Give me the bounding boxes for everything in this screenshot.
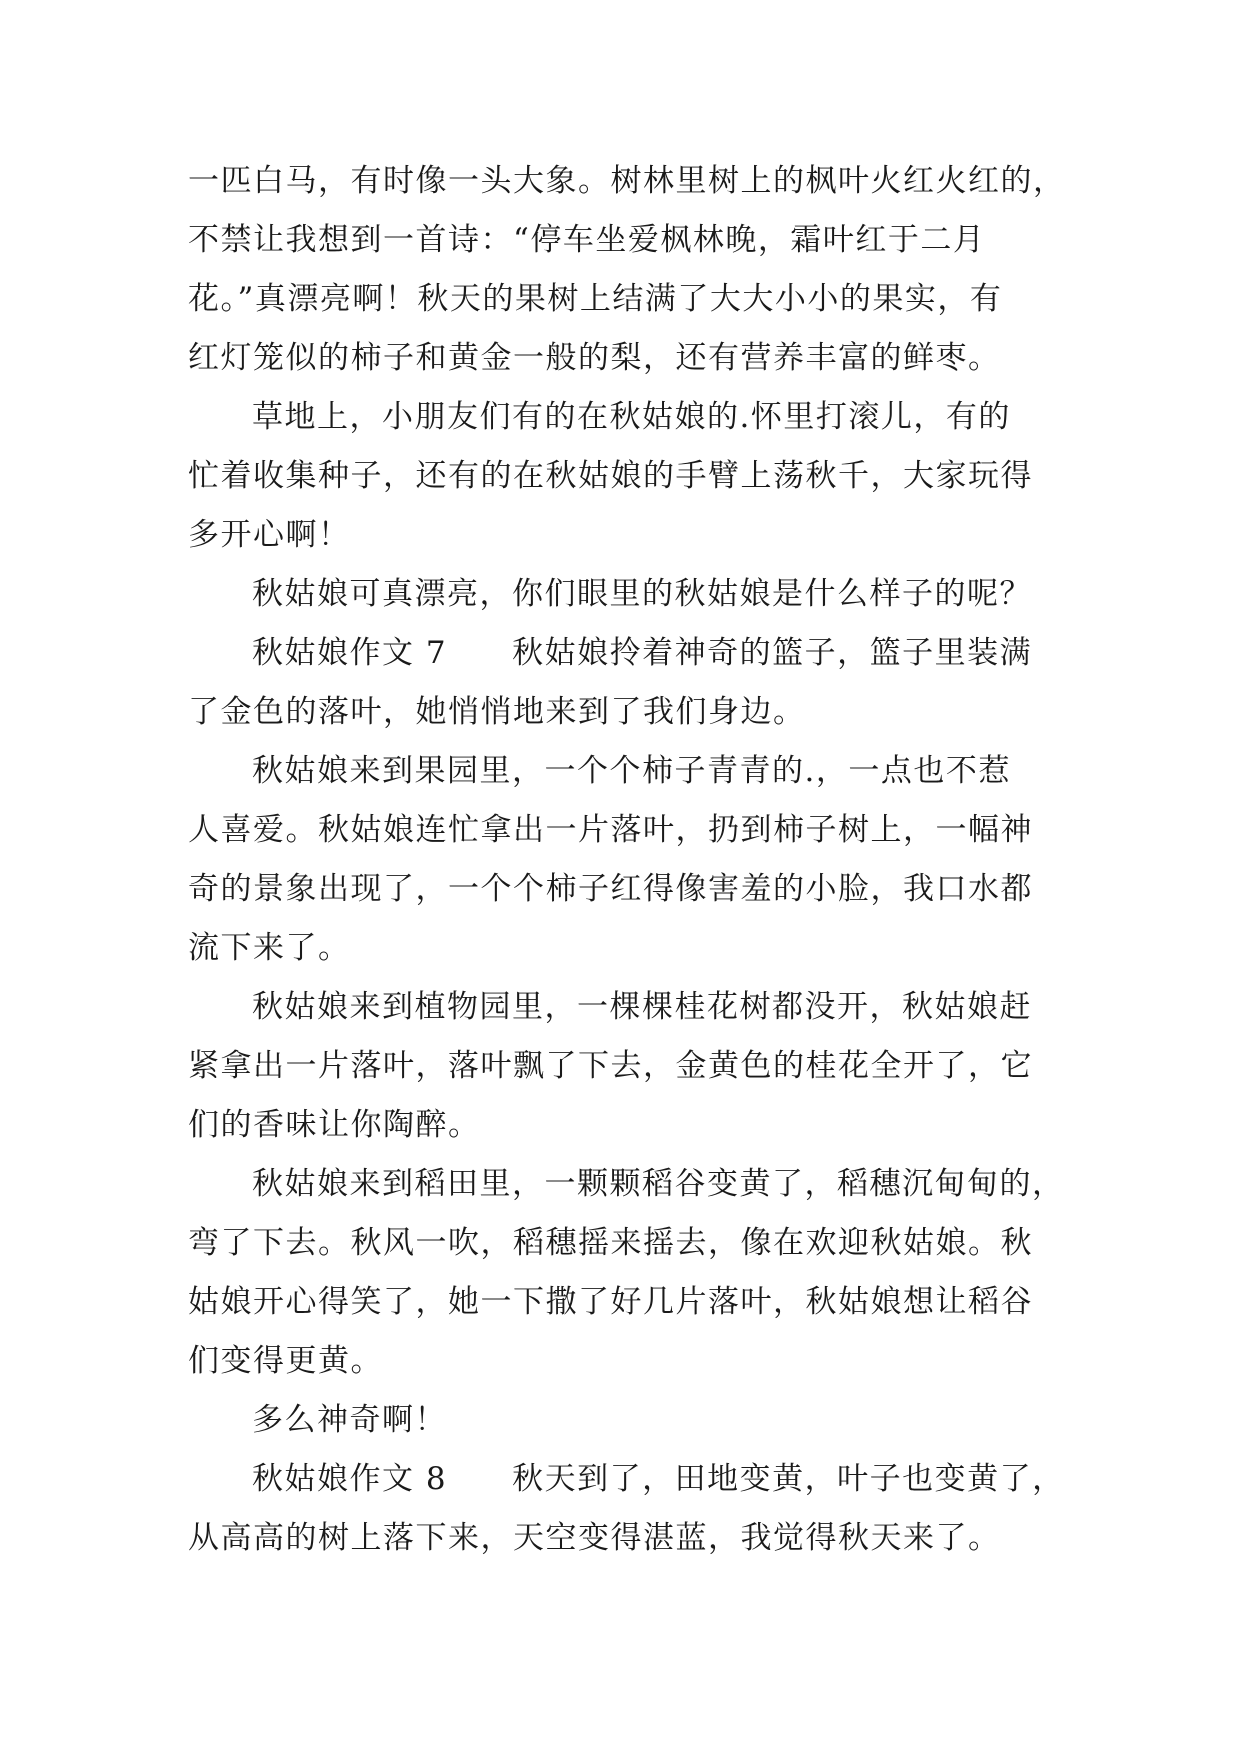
text-line: 草地上，小朋友们有的在秋姑娘的.怀里打滚儿，有的	[252, 399, 1011, 435]
text-line: 人喜爱。秋姑娘连忙拿出一片落叶，扔到柿子树上，一幅神	[188, 812, 1033, 848]
text-line: 秋姑娘来到植物园里，一棵棵桂花树都没开，秋姑娘赶	[252, 989, 1032, 1025]
text-line: 们的香味让你陶醉。	[188, 1107, 481, 1143]
text-line: 从高高的树上落下来，天空变得湛蓝，我觉得秋天来了。	[188, 1520, 1001, 1556]
text-line: 花。”真漂亮啊！秋天的果树上结满了大大小小的果实，有	[188, 281, 1003, 317]
text-line: 秋姑娘来到稻田里，一颗颗稻谷变黄了，稻穗沉甸甸的，	[252, 1166, 1065, 1202]
text-line: 紧拿出一片落叶，落叶飘了下去，金黄色的桂花全开了，它	[188, 1048, 1033, 1084]
text-line: 弯了下去。秋风一吹，稻穗摇来摇去，像在欢迎秋姑娘。秋	[188, 1225, 1033, 1261]
text-line: 多么神奇啊！	[252, 1402, 447, 1438]
text-line: 们变得更黄。	[188, 1343, 383, 1379]
text-line: 红灯笼似的柿子和黄金一般的梨，还有营养丰富的鲜枣。	[188, 340, 1001, 376]
text-line: 了金色的落叶，她悄悄地来到了我们身边。	[188, 694, 806, 730]
text-line: 不禁让我想到一首诗：“停车坐爱枫林晚，霜叶红于二月	[188, 222, 986, 258]
text-line: 忙着收集种子，还有的在秋姑娘的手臂上荡秋千，大家玩得	[188, 458, 1033, 494]
text-line: 秋姑娘作文 7 秋姑娘拎着神奇的篮子，篮子里装满	[252, 635, 1033, 671]
text-line: 秋姑娘来到果园里，一个个柿子青青的.，一点也不惹	[252, 753, 1011, 789]
text-line: 流下来了。	[188, 930, 351, 966]
text-line: 秋姑娘可真漂亮，你们眼里的秋姑娘是什么样子的呢？	[252, 576, 1032, 612]
text-line: 一匹白马，有时像一头大象。树林里树上的枫叶火红火红的，	[188, 163, 1066, 199]
text-line: 秋姑娘作文 8 秋天到了，田地变黄，叶子也变黄了，	[252, 1461, 1065, 1497]
document-body	[188, 152, 1066, 1568]
text-line: 多开心啊！	[188, 517, 351, 553]
text-line: 奇的景象出现了，一个个柿子红得像害羞的小脸，我口水都	[188, 871, 1033, 907]
text-line: 姑娘开心得笑了，她一下撒了好几片落叶，秋姑娘想让稻谷	[188, 1284, 1033, 1320]
